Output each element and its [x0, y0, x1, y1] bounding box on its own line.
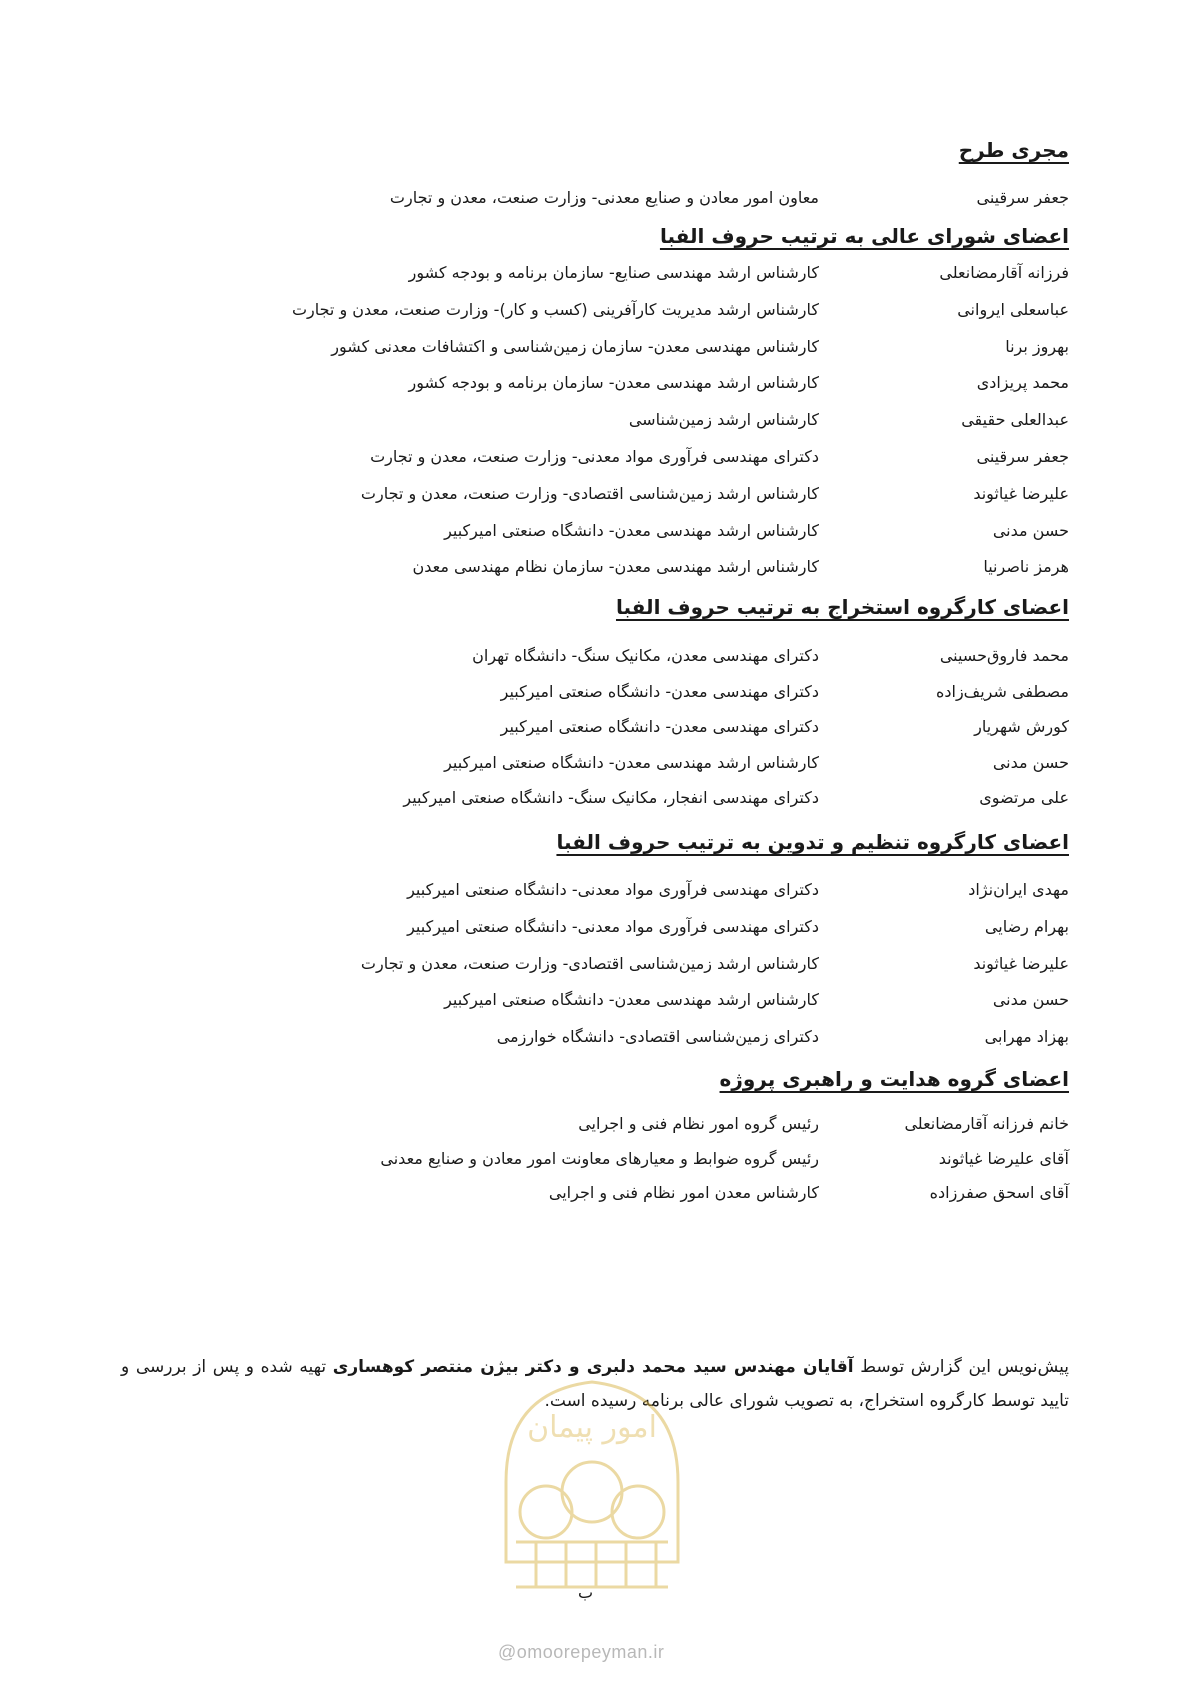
member-name: خانم فرزانه آقارمضانعلی: [904, 1114, 1069, 1133]
list-item: [119, 1114, 1069, 1140]
list-item: [119, 373, 1069, 399]
list-item: [119, 1183, 1069, 1209]
list-item: [119, 337, 1069, 363]
note-text-1: پیش‌نویس این گزارش توسط: [853, 1357, 1070, 1377]
section-heading-executor: مجری طرح: [958, 138, 1069, 162]
member-name: عباسعلی ایروانی: [957, 299, 1069, 319]
member-name: فرزانه آقارمضانعلی: [939, 263, 1069, 282]
section-heading-council: اعضای شورای عالی به ترتیب حروف الفبا: [659, 224, 1069, 248]
member-name: علی مرتضوی: [979, 788, 1069, 807]
member-role: کارشناس ارشد مدیریت کارآفرینی (کسب و کار)- وزارت صنعت، معدن و تجارت: [291, 299, 819, 319]
member-role: دکترای مهندسی معدن- دانشگاه صنعتی امیرکبیر: [500, 681, 819, 701]
member-role: دکترای مهندسی فرآوری مواد معدنی- دانشگاه صنعتی امیرکبیر: [407, 880, 819, 899]
list-item: [119, 557, 1069, 583]
member-role: کارشناس ارشد زمین‌شناسی: [628, 410, 819, 430]
list-item: [119, 917, 1069, 943]
member-role: کارشناس ارشد مهندسی معدن- سازمان برنامه و بودجه کشور: [408, 373, 819, 393]
watermark-text: امور پیمان: [527, 1410, 657, 1445]
member-name: محمد پریزادی: [976, 373, 1069, 393]
member-name: جعفر سرقینی: [976, 188, 1069, 207]
member-role: کارشناس ارشد مهندسی معدن- دانشگاه صنعتی امیرکبیر: [444, 520, 819, 540]
member-name: بهرام رضایی: [984, 916, 1069, 936]
list-item: [119, 1149, 1069, 1175]
member-name: حسن مدنی: [992, 990, 1069, 1010]
list-item: [119, 753, 1069, 779]
member-role: دکترای مهندسی فرآوری مواد معدنی- دانشگاه صنعتی امیرکبیر: [407, 916, 819, 936]
site-watermark: @omoorepeyman.ir: [498, 1642, 665, 1662]
list-item: [119, 788, 1069, 814]
section-heading-compilation: اعضای کارگروه تنظیم و تدوین به ترتیب حروف الفبا: [556, 830, 1069, 854]
member-role: کارشناس ارشد مهندسی معدن- دانشگاه صنعتی امیرکبیر: [444, 752, 819, 772]
list-item: [119, 263, 1069, 289]
list-item: [119, 300, 1069, 326]
member-name: جعفر سرقینی: [976, 447, 1069, 466]
member-name: آقای علیرضا غیاثوند: [938, 1148, 1069, 1168]
member-name: علیرضا غیاثوند: [973, 953, 1069, 973]
page-number: ب: [578, 1583, 594, 1602]
list-item: [119, 447, 1069, 473]
member-name: عبدالعلی حقیقی: [961, 410, 1069, 430]
member-role: کارشناس ارشد زمین‌شناسی اقتصادی- وزارت صنعت، معدن و تجارت: [360, 953, 819, 973]
list-item: [119, 682, 1069, 708]
member-role: کارشناس ارشد مهندسی معدن- دانشگاه صنعتی امیرکبیر: [444, 990, 819, 1010]
note-authors: آقایان مهندس سید محمد دلبری و دکتر بیژن منتصر کوهساری: [332, 1357, 854, 1377]
list-item: [119, 990, 1069, 1016]
member-role: کارشناس معدن امور نظام فنی و اجرایی: [548, 1183, 819, 1202]
list-item: [119, 188, 1069, 214]
member-name: بهزاد مهرابی: [984, 1027, 1069, 1047]
member-name: محمد فاروق‌حسینی: [939, 646, 1069, 665]
member-role: دکترای مهندسی انفجار، مکانیک سنگ- دانشگاه صنعتی امیرکبیر: [403, 788, 819, 807]
list-item: [119, 646, 1069, 672]
list-item: [119, 1027, 1069, 1053]
member-name: علیرضا غیاثوند: [973, 483, 1069, 503]
member-name: هرمز ناصرنیا: [983, 557, 1069, 577]
list-item: [119, 954, 1069, 980]
section-heading-guidance: اعضای گروه هدایت و راهبری پروژه: [719, 1067, 1069, 1091]
member-role: معاون امور معادن و صنایع معدنی- وزارت صنعت، معدن و تجارت: [389, 188, 819, 207]
member-role: کارشناس ارشد زمین‌شناسی اقتصادی- وزارت صنعت، معدن و تجارت: [360, 483, 819, 503]
member-role: دکترای مهندسی معدن- دانشگاه صنعتی امیرکبیر: [500, 717, 819, 736]
member-role: کارشناس مهندسی معدن- سازمان زمین‌شناسی و اکتشافات معدنی کشور: [331, 336, 819, 356]
member-role: کارشناس ارشد مهندسی معدن- سازمان نظام مهندسی معدن: [412, 557, 819, 577]
member-name: مصطفی شریف‌زاده: [935, 681, 1069, 701]
member-role: رئیس گروه ضوابط و معیارهای معاونت امور معادن و صنایع معدنی: [380, 1148, 819, 1168]
member-name: کورش شهریار: [974, 717, 1069, 736]
member-name: حسن مدنی: [992, 752, 1069, 772]
list-item: [119, 521, 1069, 547]
list-item: [119, 880, 1069, 906]
member-role: کارشناس ارشد مهندسی صنایع- سازمان برنامه و بودجه کشور: [408, 263, 819, 282]
list-item: [119, 717, 1069, 743]
member-role: دکترای مهندسی فرآوری مواد معدنی- وزارت صنعت، معدن و تجارت: [370, 447, 819, 466]
watermark-logo: [486, 1362, 698, 1602]
member-name: حسن مدنی: [992, 520, 1069, 540]
note-text-2: تهیه شده و پس از بررسی و تایید توسط کارگروه استخراج، به تصویب شورای عالی برنامه رسیده است.: [121, 1357, 1069, 1411]
list-item: [119, 410, 1069, 436]
member-role: دکترای مهندسی معدن، مکانیک سنگ- دانشگاه تهران: [472, 646, 819, 665]
member-role: رئیس گروه امور نظام فنی و اجرایی: [578, 1114, 819, 1133]
site-url: omoorepeyman.ir: [516, 1642, 665, 1662]
section-heading-extraction: اعضای کارگروه استخراج به ترتیب حروف الفبا: [615, 595, 1069, 619]
list-item: [119, 484, 1069, 510]
member-name: آقای اسحق صفرزاده: [929, 1183, 1069, 1202]
member-role: دکترای زمین‌شناسی اقتصادی- دانشگاه خوارزمی: [496, 1027, 819, 1047]
member-name: مهدی ایران‌نژاد: [968, 880, 1069, 899]
member-name: بهروز برنا: [1005, 336, 1069, 356]
